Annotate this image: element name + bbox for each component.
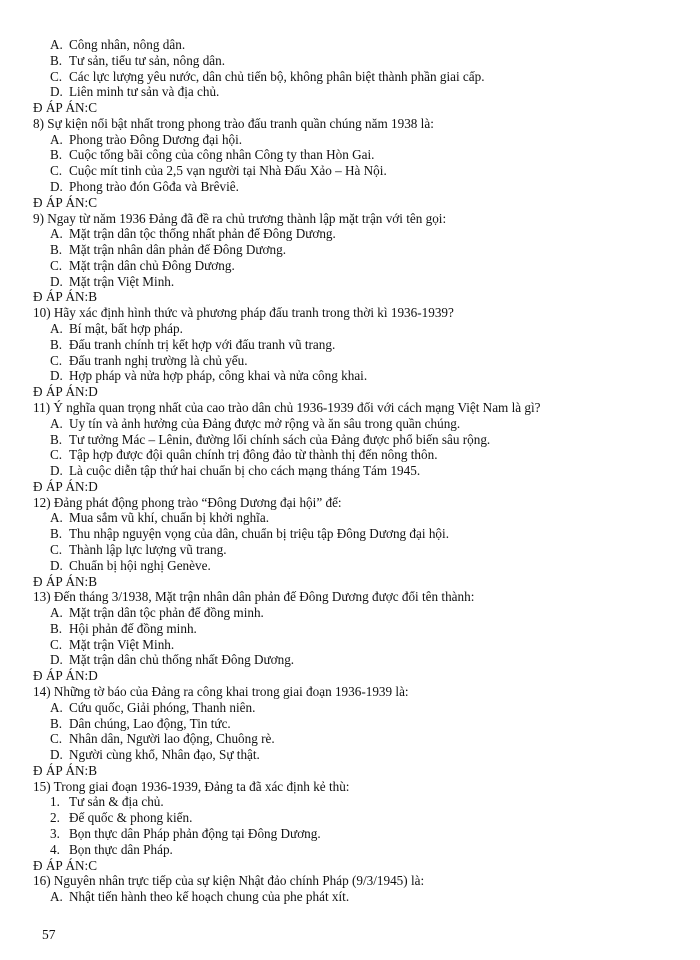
option-label: A.: [50, 889, 63, 905]
answer-option: [50, 53, 670, 69]
option-label: D.: [50, 368, 63, 384]
option-text: Tư sản & địa chủ.: [69, 794, 164, 810]
option-label: B.: [50, 147, 63, 163]
answer-option: [50, 447, 670, 463]
answer-option: [50, 558, 670, 574]
option-text: Đế quốc & phong kiến.: [69, 810, 193, 826]
page-number: 57: [42, 927, 56, 942]
option-label: D.: [50, 273, 63, 289]
option-text: Người cùng khổ, Nhân đạo, Sự thật.: [69, 747, 260, 763]
option-label: C.: [50, 257, 63, 273]
answer-option: [50, 432, 670, 448]
option-label: C.: [50, 68, 63, 84]
option-text: Thành lập lực lượng vũ trang.: [69, 541, 227, 557]
answer-option: [50, 605, 670, 621]
answer-option: [50, 826, 670, 842]
option-label: B.: [50, 715, 63, 731]
answer-option: [50, 637, 670, 653]
answer-option: [50, 84, 670, 100]
option-label: C.: [50, 163, 63, 179]
answer-option: [50, 416, 670, 432]
answer-option: [50, 353, 670, 369]
option-text: Mặt trận dân tộc thống nhất phản đế Đông Dương.: [69, 226, 336, 242]
question-text: 14) Những tờ báo của Đảng ra công khai trong giai đoạn 1936-1939 là:: [33, 683, 409, 699]
option-text: Chuẩn bị hội nghị Genève.: [69, 557, 211, 573]
answer-option: [50, 889, 670, 905]
answer-key: Đ ÁP ÁN:D: [33, 384, 98, 400]
answer-option: [50, 258, 670, 274]
option-label: C.: [50, 636, 63, 652]
option-text: Công nhân, nông dân.: [69, 37, 186, 52]
option-text: Là cuộc diễn tập thứ hai chuẩn bị cho cách mạng tháng Tám 1945.: [69, 463, 421, 479]
option-text: Hợp pháp và nửa hợp pháp, công khai và nửa công khai.: [69, 368, 368, 384]
question-text: 10) Hãy xác định hình thức và phương pháp đấu tranh trong thời kì 1936-1939?: [33, 305, 454, 321]
answer-option: [50, 542, 670, 558]
option-text: Uy tín và ảnh hưởng của Đảng được mở rộng và ăn sâu trong quần chúng.: [69, 415, 461, 431]
option-label: A.: [50, 699, 63, 715]
answer-option: [50, 794, 670, 810]
option-text: Bọn thực dân Pháp.: [69, 841, 173, 857]
answer-option: [50, 321, 670, 337]
option-label: A.: [50, 510, 63, 526]
answer-option: [50, 652, 670, 668]
answer-option: [50, 147, 670, 163]
answer-key: Đ ÁP ÁN:C: [33, 194, 97, 210]
option-label: A.: [50, 321, 63, 337]
option-label: B.: [50, 620, 63, 636]
option-label: D.: [50, 179, 63, 195]
option-text: Tập hợp được đội quân chính trị đông đảo từ thành thị đến nông thôn.: [69, 447, 438, 463]
option-text: Cuộc mít tinh của 2,5 vạn người tại Nhà Đấu Xảo – Hà Nội.: [69, 163, 387, 179]
option-text: Mặt trận dân chủ thống nhất Đông Dương.: [69, 652, 295, 668]
option-text: Nhân dân, Người lao động, Chuông rè.: [69, 731, 275, 747]
option-text: Các lực lượng yêu nước, dân chủ tiến bộ, không phân biệt thành phần giai cấp.: [69, 68, 485, 84]
option-label: C.: [50, 447, 63, 463]
question-text: 8) Sự kiện nổi bật nhất trong phong trào đấu tranh quần chúng năm 1938 là:: [33, 115, 434, 131]
option-text: Thu nhập nguyện vọng của dân, chuẩn bị triệu tập Đông Dương đại hội.: [69, 526, 449, 542]
answer-option: [50, 163, 670, 179]
option-label: A.: [50, 37, 63, 52]
option-label: 1.: [50, 794, 60, 810]
option-text: Bí mật, bất hợp pháp.: [69, 321, 183, 337]
answer-option: [50, 226, 670, 242]
question-text: 16) Nguyên nhân trực tiếp của sự kiện Nhật đảo chính Pháp (9/3/1945) là:: [33, 873, 425, 889]
option-text: Mặt trận dân tộc phản đế đồng minh.: [69, 605, 264, 621]
answer-key: Đ ÁP ÁN:D: [33, 478, 98, 494]
option-label: D.: [50, 84, 63, 100]
option-label: 2.: [50, 810, 60, 826]
answer-option: [50, 37, 670, 53]
option-text: Dân chúng, Lao động, Tin tức.: [69, 715, 231, 731]
answer-option: [50, 810, 670, 826]
answer-option: [50, 747, 670, 763]
question-text: 11) Ý nghĩa quan trọng nhất của cao trào dân chủ 1936-1939 đối với cách mạng Việt Nam là gì?: [33, 399, 541, 415]
answer-option: [50, 69, 670, 85]
option-label: B.: [50, 526, 63, 542]
option-label: A.: [50, 226, 63, 242]
option-text: Mặt trận dân chủ Đông Dương.: [69, 257, 235, 273]
answer-option: [50, 463, 670, 479]
answer-option: [50, 700, 670, 716]
option-text: Phong trào đón Gôđa và Brêviê.: [69, 179, 239, 195]
option-label: 4.: [50, 841, 60, 857]
option-text: Bọn thực dân Pháp phản động tại Đông Dương.: [69, 826, 321, 841]
option-label: A.: [50, 131, 63, 147]
answer-option: [50, 179, 670, 195]
option-label: D.: [50, 747, 63, 763]
answer-option: [50, 526, 670, 542]
answer-option: [50, 368, 670, 384]
answer-key: Đ ÁP ÁN:D: [33, 668, 98, 684]
option-text: Tư sản, tiểu tư sản, nông dân.: [69, 52, 226, 68]
option-text: Cuộc tổng bãi công của công nhân Công ty than Hòn Gai.: [69, 147, 375, 163]
answer-option: [50, 842, 670, 858]
question-text: 15) Trong giai đoạn 1936-1939, Đảng ta đã xác định kẻ thù:: [33, 778, 350, 794]
option-text: Hội phản đế đồng minh.: [69, 620, 197, 636]
option-label: A.: [50, 605, 63, 621]
option-label: B.: [50, 336, 63, 352]
answer-option: [50, 510, 670, 526]
option-label: D.: [50, 463, 63, 479]
option-label: C.: [50, 731, 63, 747]
question-text: 13) Đến tháng 3/1938, Mặt trận nhân dân phản đế Đông Dương được đổi tên thành:: [33, 589, 475, 605]
option-label: 3.: [50, 826, 60, 841]
option-text: Mặt trận nhân dân phản đế Đông Dương.: [69, 242, 287, 258]
answer-option: [50, 132, 670, 148]
answer-option: [50, 716, 670, 732]
answer-option: [50, 621, 670, 637]
answer-option: [50, 242, 670, 258]
option-label: B.: [50, 242, 63, 258]
option-text: Mặt trận Việt Minh.: [69, 273, 175, 289]
answer-key: Đ ÁP ÁN:B: [33, 573, 97, 589]
answer-key: Đ ÁP ÁN:C: [33, 100, 97, 116]
answer-key: Đ ÁP ÁN:B: [33, 289, 97, 305]
option-text: Liên minh tư sản và địa chủ.: [69, 84, 220, 100]
option-label: B.: [50, 52, 63, 68]
question-text: 12) Đảng phát động phong trào “Đông Dương đại hội” để:: [33, 494, 342, 510]
option-text: Mua sắm vũ khí, chuẩn bị khởi nghĩa.: [69, 510, 269, 526]
answer-option: [50, 337, 670, 353]
option-label: D.: [50, 652, 63, 668]
answer-option: [50, 731, 670, 747]
answer-key: Đ ÁP ÁN:B: [33, 762, 97, 778]
option-text: Tư tưởng Mác – Lênin, đường lối chính sách của Đảng được phổ biến sâu rộng.: [69, 431, 491, 447]
answer-option: [50, 274, 670, 290]
option-label: C.: [50, 352, 63, 368]
answer-key: Đ ÁP ÁN:C: [33, 857, 97, 873]
option-label: A.: [50, 415, 63, 431]
option-text: Đấu tranh chính trị kết hợp với đấu tranh vũ trang.: [69, 336, 336, 352]
option-text: Mặt trận Việt Minh.: [69, 636, 175, 652]
option-text: Nhật tiến hành theo kế hoạch chung của phe phát xít.: [69, 889, 350, 905]
question-text: 9) Ngay từ năm 1936 Đảng đã đề ra chủ trương thành lập mặt trận với tên gọi:: [33, 210, 447, 226]
option-label: C.: [50, 541, 63, 557]
option-text: Đấu tranh nghị trường là chủ yếu.: [69, 352, 248, 368]
option-text: Phong trào Đông Dương đại hội.: [69, 131, 243, 147]
option-label: D.: [50, 557, 63, 573]
option-label: B.: [50, 431, 63, 447]
option-text: Cứu quốc, Giải phóng, Thanh niên.: [69, 699, 256, 715]
